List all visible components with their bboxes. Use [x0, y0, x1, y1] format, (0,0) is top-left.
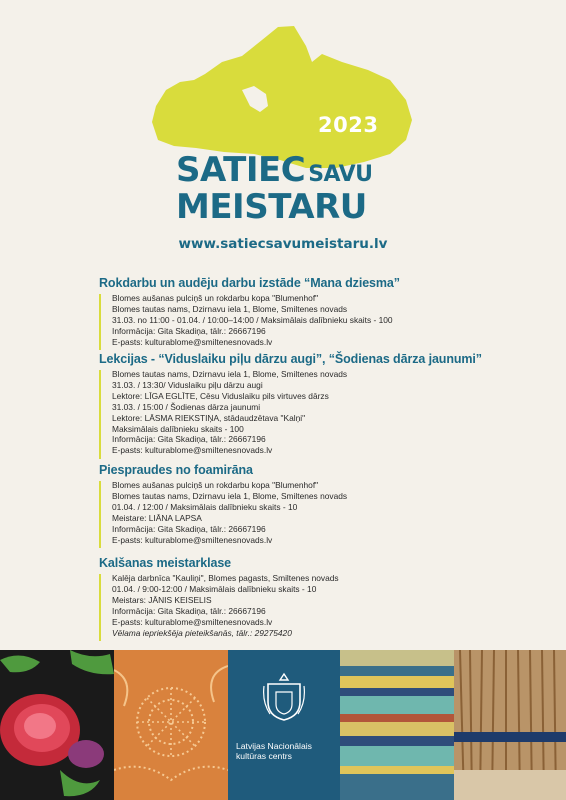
lnkc-org-line1: Latvijas Nacionālais	[236, 741, 312, 751]
event-email[interactable]: E-pasts: kulturablome@smiltenesnovads.lv	[112, 534, 273, 545]
accent-bar	[99, 294, 101, 350]
event-line: Informācija: Gita Skadiņa, tālr.: 26667196	[112, 605, 266, 616]
event-block-lectures	[99, 352, 499, 456]
event-line: Blomes tautas nams, Dzirnavu iela 1, Blome, Smiltenes novads	[112, 369, 348, 379]
logo-title-line2: MEISTARU	[176, 187, 367, 227]
event-email[interactable]: E-pasts: kulturablome@smiltenesnovads.lv	[112, 336, 273, 347]
event-title: Lekcijas - “Viduslaiku piļu dārzu augi”, “Šodienas dārza jaunumi”	[99, 352, 482, 366]
event-line: Blomes aušanas pulciņš un rokdarbu kopa "Blumenhof"	[112, 293, 319, 303]
event-line: Lektore: LĪGA EGLĪTE, Cēsu Viduslaiku pils virtuves dārzs	[112, 390, 329, 401]
event-line: Lektore: LĀSMA RIEKSTIŅA, stādaudzētava "Kalņi"	[112, 412, 306, 423]
logo-word-savu: SAVU	[308, 162, 373, 187]
wicker-bundle-image	[454, 650, 566, 800]
event-title: Rokdarbu un audēju darbu izstāde “Mana dziesma”	[99, 276, 400, 290]
event-note: Vēlama iepriekšēja pieteikšanās, tālr.: 29275420	[112, 627, 292, 638]
accent-bar	[99, 370, 101, 459]
logo-word-satiec: SATIEC	[176, 150, 306, 190]
event-title: Kalšanas meistarklase	[99, 556, 232, 570]
event-line: Blomes tautas nams, Dzirnavu iela 1, Blome, Smiltenes novads	[112, 490, 348, 501]
lnkc-org-line2: kultūras centrs	[236, 751, 292, 761]
event-email[interactable]: E-pasts: kulturablome@smiltenesnovads.lv	[112, 616, 273, 627]
accent-bar	[99, 481, 101, 548]
event-title: Piespraudes no foamirāna	[99, 463, 253, 477]
event-line: 31.03. / 15:00 / Šodienas dārza jaunumi	[112, 401, 261, 412]
lnkc-org-name	[236, 741, 312, 761]
event-line: Informācija: Gita Skadiņa, tālr.: 26667196	[112, 325, 266, 336]
year-label: 2023	[318, 113, 379, 137]
event-block-brooches	[99, 463, 499, 545]
event-line: Kalēja darbnīca "Kauliņi", Blomes pagasts, Smiltenes novads	[112, 573, 339, 583]
event-line: 01.04. / 9:00-12:00 / Maksimālais dalībnieku skaits - 10	[112, 583, 317, 594]
woven-fabric-image	[340, 650, 454, 800]
leather-pattern-image	[114, 650, 228, 800]
accent-bar	[99, 574, 101, 641]
event-line: 01.04. / 12:00 / Maksimālais dalībnieku skaits - 10	[112, 501, 298, 512]
event-block-exhibition	[99, 276, 499, 348]
event-line: Maksimālais dalībnieku skaits - 100	[112, 423, 244, 434]
event-email[interactable]: E-pasts: kulturablome@smiltenesnovads.lv	[112, 445, 273, 456]
event-line: 31.03. no 11:00 - 01.04. / 10:00–14:00 / Maksimālais dalībnieku skaits - 100	[112, 314, 393, 325]
lnkc-emblem-icon	[262, 672, 306, 722]
event-line: Informācija: Gita Skadiņa, tālr.: 26667196	[112, 523, 266, 534]
event-line: Blomes tautas nams, Dzirnavu iela 1, Blome, Smiltenes novads	[112, 303, 348, 314]
event-line: Informācija: Gita Skadiņa, tālr.: 26667196	[112, 434, 266, 445]
event-line: Meistars: JĀNIS KEISELIS	[112, 594, 212, 605]
event-line: 31.03. / 13:30/ Viduslaiku piļu dārzu augi	[112, 379, 263, 390]
website-link[interactable]: www.satiecsavumeistaru.lv	[178, 236, 388, 252]
embroidery-image	[0, 650, 114, 800]
event-line: Meistare: LIĀNA LAPSA	[112, 512, 202, 523]
event-line: Blomes aušanas pulciņš un rokdarbu kopa "Blumenhof"	[112, 480, 319, 490]
event-block-forging	[99, 556, 499, 638]
lnkc-logo-panel	[228, 650, 340, 800]
